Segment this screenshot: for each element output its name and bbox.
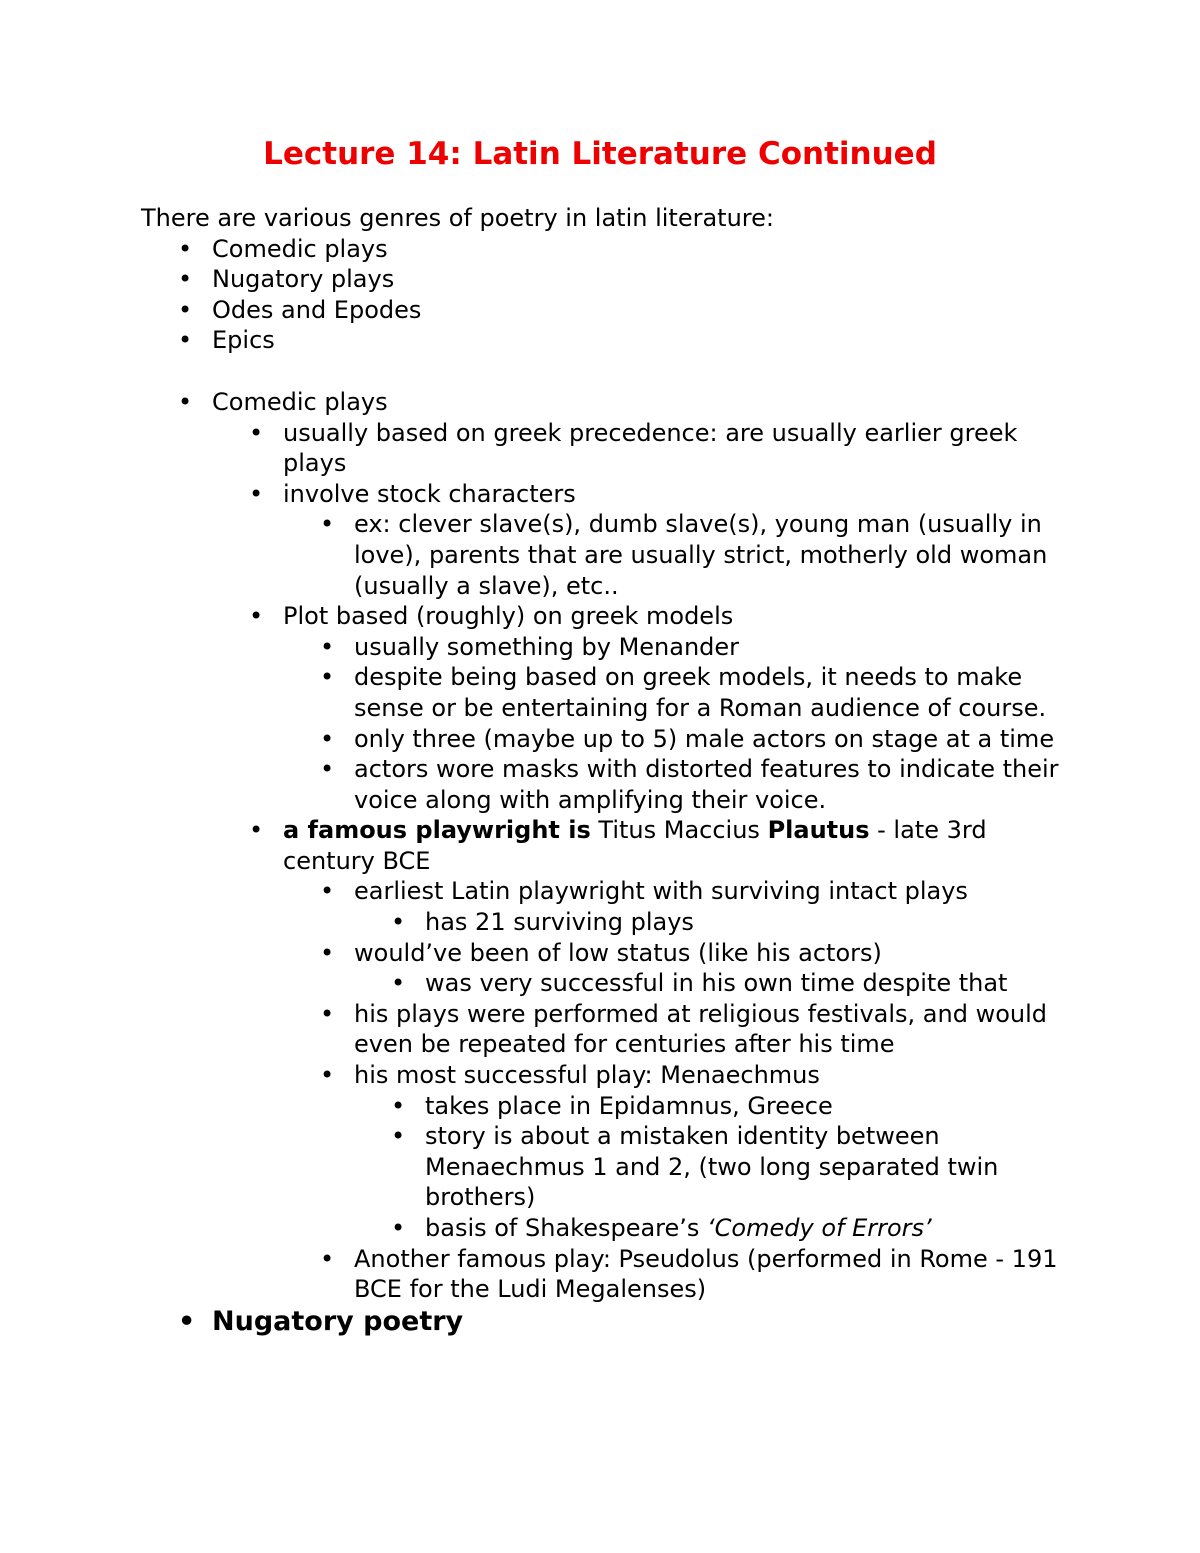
list-item: • Plot based (roughly) on greek models <box>249 602 734 631</box>
bullet-icon: • <box>320 1244 335 1273</box>
intro-text: There are various genres of poetry in latin literature: <box>141 204 774 232</box>
notes-body <box>141 203 1061 1339</box>
list-item: • usually based on greek precedence: are usually earlier greek plays <box>249 418 1018 478</box>
bullet-icon: • <box>391 1214 406 1242</box>
genre-list <box>141 234 1061 356</box>
list-item: • ex: clever slave(s), dumb slave(s), young man (usually in love), parents that are usually strict, motherly old woman (usually a slave), etc.. <box>320 510 1048 600</box>
bullet-icon: • <box>391 1122 406 1151</box>
bullet-icon: • <box>178 234 193 263</box>
list-item: • his plays were performed at religious festivals, and would even be repeated for centuries after his time <box>320 999 1047 1059</box>
list-item: • would’ve been of low status (like his actors) <box>320 938 882 967</box>
bullet-icon: • <box>320 724 335 753</box>
bullet-icon: • <box>320 1061 335 1090</box>
list-item: • has 21 surviving plays <box>391 908 694 937</box>
list-item: • Nugatory plays <box>178 265 395 294</box>
bullet-icon: • <box>391 969 406 998</box>
blank-line <box>141 356 1061 387</box>
bullet-icon: • <box>391 908 406 937</box>
list-item: • usually something by Menander <box>320 632 740 661</box>
bullet-icon: • <box>249 602 264 631</box>
bullet-icon: • <box>249 418 264 447</box>
bullet-icon: • <box>178 1305 196 1337</box>
nugatory-heading: • Nugatory poetry <box>178 1305 464 1337</box>
bullet-icon: • <box>178 265 193 294</box>
bullet-icon: • <box>178 387 193 416</box>
list-item: • earliest Latin playwright with surviving intact plays <box>320 877 968 906</box>
bullet-icon: • <box>320 755 335 784</box>
bullet-icon: • <box>249 479 264 508</box>
list-item: • basis of Shakespeare’s ‘Comedy of Errors’ <box>391 1214 932 1242</box>
list-item: • Odes and Epodes <box>178 295 422 324</box>
bullet-icon: • <box>320 877 335 906</box>
list-item: • was very successful in his own time despite that <box>391 969 1008 998</box>
list-item: • despite being based on greek models, it needs to make sense or be entertaining for a Roman audience of course. <box>320 663 1047 722</box>
bullet-icon: • <box>320 510 335 539</box>
bullet-icon: • <box>320 938 335 967</box>
list-item: • only three (maybe up to 5) male actors on stage at a time <box>320 724 1055 753</box>
bullet-icon: • <box>391 1091 406 1120</box>
list-item: • involve stock characters <box>249 479 576 508</box>
bullet-icon: • <box>320 663 335 692</box>
comedic-heading: • Comedic plays <box>178 387 388 416</box>
bullet-icon: • <box>178 326 193 355</box>
bullet-icon: • <box>320 632 335 661</box>
list-item: • Another famous play: Pseudolus (performed in Rome - 191 BCE for the Ludi Megalenses) <box>320 1244 1058 1304</box>
page-title: Lecture 14: Latin Literature Continued <box>263 136 937 172</box>
list-item: • Comedic plays <box>178 234 388 263</box>
list-item: • takes place in Epidamnus, Greece <box>391 1091 833 1120</box>
bullet-icon: • <box>178 295 193 324</box>
list-item: • Epics <box>178 326 275 355</box>
list-item: • his most successful play: Menaechmus <box>320 1061 820 1090</box>
playwright-item: • a famous playwright is Titus Maccius Plautus - late 3rd century BCE <box>249 816 995 875</box>
bullet-icon: • <box>320 999 335 1028</box>
list-item: • actors wore masks with distorted features to indicate their voice along with amplifying their voice. <box>320 755 1059 814</box>
bullet-icon: • <box>249 816 264 845</box>
list-item: • story is about a mistaken identity between Menaechmus 1 and 2, (two long separated twin brothers) <box>391 1122 999 1212</box>
comedic-outline <box>141 387 1061 1339</box>
